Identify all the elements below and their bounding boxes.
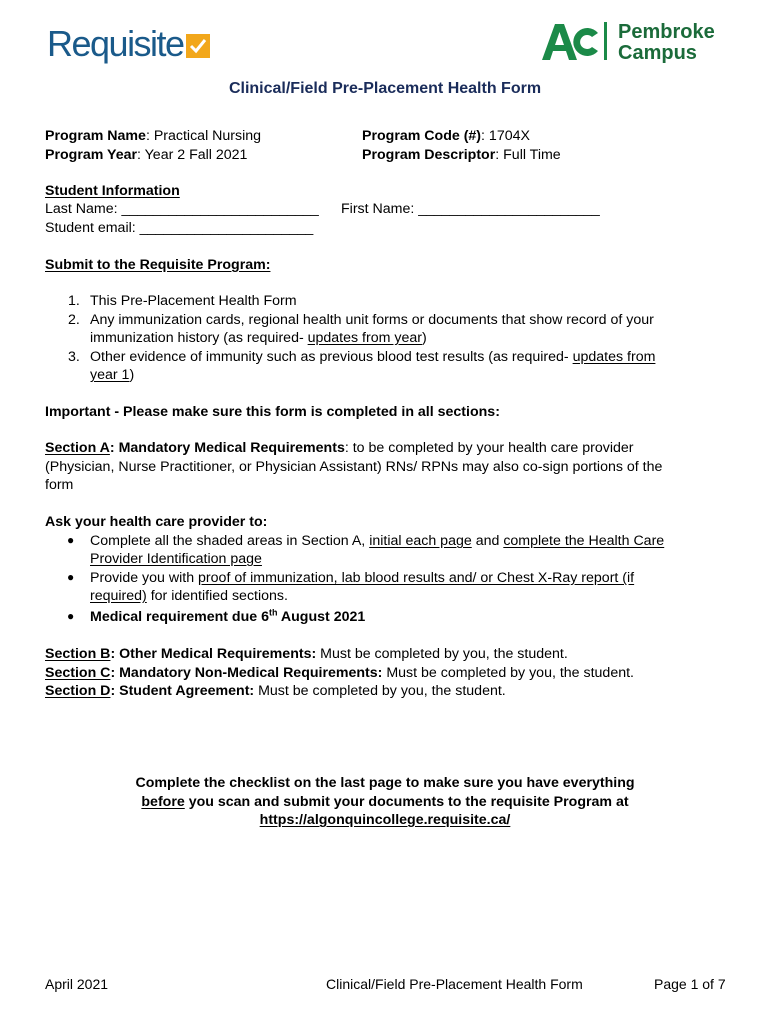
algonquin-pembroke-logo (542, 22, 722, 64)
requisite-link[interactable]: https://algonquincollege.requisite.ca/ (259, 812, 511, 828)
updates-link[interactable]: updates from (572, 349, 656, 365)
last-name-field[interactable]: Last Name: _________________________ (45, 201, 319, 217)
list-item: 2. Any immunization cards, regional health unit forms or documents that show record of your (68, 312, 654, 328)
requisite-logo-text: Requisite (47, 23, 184, 64)
campus-name-line1: Pembroke (618, 21, 715, 43)
campus-name-line2: Campus (618, 42, 697, 64)
checklist-note-line2: before you scan and submit your documents to the requisite Program at (141, 794, 629, 810)
list-item-continued: Provider Identification page (90, 551, 262, 567)
section-d: Section D: Student Agreement: Must be completed by you, the student. (45, 683, 506, 699)
footer-date: April 2021 (45, 976, 109, 992)
bullet-icon: ● (67, 533, 75, 547)
updates-link[interactable]: year 1 (90, 367, 130, 383)
section-a-text: form (45, 477, 74, 493)
submit-heading: Submit to the Requisite Program: (45, 257, 271, 273)
important-note: Important - Please make sure this form is completed in all sections: (45, 404, 500, 420)
requisite-logo (47, 24, 210, 66)
footer-page-number: Page 1 of 7 (654, 976, 726, 992)
list-item: Provide you with proof of immunization, lab blood results and/ or Chest X-Ray report (if (90, 570, 635, 586)
program-code: Program Code (#): 1704X (362, 128, 530, 144)
bullet-icon: ● (67, 609, 75, 623)
student-email-field[interactable]: Student email: ______________________ (45, 220, 314, 236)
program-descriptor: Program Descriptor: Full Time (362, 147, 561, 163)
list-item-continued: year 1) (90, 367, 135, 383)
program-name: Program Name: Practical Nursing (45, 128, 262, 144)
list-item: Medical requirement due 6th August 2021 (90, 607, 366, 625)
updates-link[interactable]: updates from year (307, 330, 422, 346)
section-b: Section B: Other Medical Requirements: Must be completed by you, the student. (45, 646, 568, 662)
check-icon (186, 34, 210, 58)
checklist-note: Complete the checklist on the last page to make sure you have everything (135, 775, 635, 791)
list-item-continued: immunization history (as required- updates from year) (90, 330, 427, 346)
program-year: Program Year: Year 2 Fall 2021 (45, 147, 248, 163)
footer-title: Clinical/Field Pre-Placement Health Form (326, 976, 583, 992)
page-title: Clinical/Field Pre-Placement Health Form (228, 80, 542, 97)
student-info-heading: Student Information (45, 183, 180, 199)
logo-divider (604, 22, 607, 60)
list-item-continued: required) for identified sections. (90, 588, 288, 604)
list-item: Complete all the shaded areas in Section A, initial each page and complete the Health Care (90, 533, 665, 549)
first-name-field[interactable]: First Name: _______________________ (341, 201, 600, 217)
list-item: 1. This Pre-Placement Health Form (68, 293, 297, 309)
campus-name (618, 22, 715, 64)
list-item: 3. Other evidence of immunity such as previous blood test results (as required- updates from (68, 349, 656, 365)
section-a: Section A: Mandatory Medical Requirements: to be completed by your health care provider (45, 440, 634, 456)
ac-logo-mark (542, 24, 600, 60)
section-c: Section C: Mandatory Non-Medical Requirements: Must be completed by you, the student. (45, 665, 634, 681)
bullet-icon: ● (67, 570, 75, 584)
ask-heading: Ask your health care provider to: (45, 514, 268, 530)
section-a-text: (Physician, Nurse Practitioner, or Physician Assistant) RNs/ RPNs may also co-sign portions of the (45, 459, 663, 475)
